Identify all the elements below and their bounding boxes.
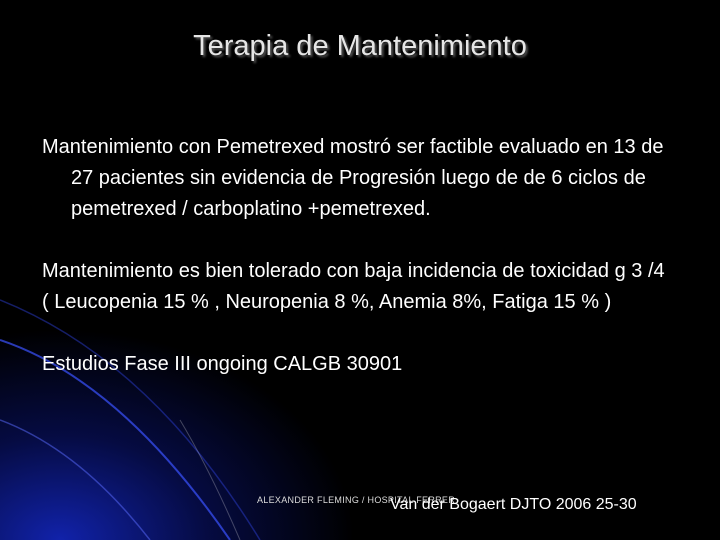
paragraph-pemetrexed-feasibility: Mantenimiento con Pemetrexed mostró ser factible evaluado en 13 de 27 pacientes sin evidencia de Progresión luego de de 6 ciclos de pemetrexed / carboplatino +pemetrexed. (42, 136, 664, 220)
slide-body (42, 132, 682, 380)
paragraph-toxicity-rates: ( Leucopenia 15 % , Neuropenia 8 %, Anemia 8%, Fatiga 15 % ) (42, 291, 612, 313)
slide-title: Terapia de Mantenimiento (193, 30, 527, 62)
paragraph-phase3-studies: Estudios Fase III ongoing CALGB 30901 (42, 353, 403, 375)
footer-reference: Van der Bogaert DJTO 2006 25-30 (390, 496, 637, 513)
paragraph-tolerability: Mantenimiento es bien tolerado con baja incidencia de toxicidad g 3 /4 (42, 260, 665, 282)
footer-institution: ALEXANDER FLEMING / HOSPITAL FERRER (257, 495, 456, 505)
